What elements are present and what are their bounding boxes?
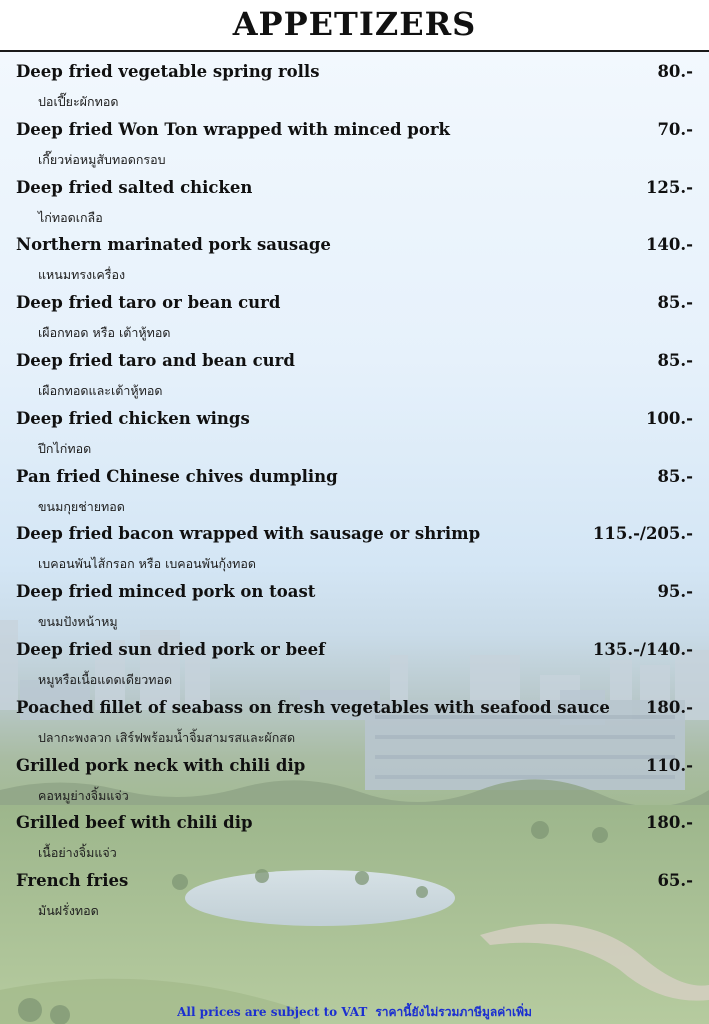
item-price: 100.- xyxy=(645,408,693,428)
item-name: Deep fried minced pork on toast xyxy=(16,582,316,602)
menu-item xyxy=(0,174,709,232)
menu-item xyxy=(0,463,709,521)
vat-notice xyxy=(0,1003,709,1022)
menu-item xyxy=(0,867,709,925)
menu-item xyxy=(0,752,709,810)
item-price: 135.-/140.- xyxy=(592,639,693,659)
item-name: Grilled beef with chili dip xyxy=(16,813,253,833)
menu-item xyxy=(0,694,709,752)
item-thai-name: เกี๊ยวห่อหมูสับทอดกรอบ xyxy=(38,151,166,167)
menu-item xyxy=(0,809,709,867)
vat-notice-thai: ราคานี้ยังไม่รวมภาษีมูลค่าเพิ่ม xyxy=(375,1005,532,1019)
item-price: 125.- xyxy=(645,177,693,197)
item-thai-name: ไก่ทอดเกลือ xyxy=(38,209,103,225)
item-name: Poached fillet of seabass on fresh vegetables with seafood sauce xyxy=(16,697,610,717)
item-price: 85.- xyxy=(657,350,693,370)
item-thai-name: ปีกไก่ทอด xyxy=(38,440,92,456)
item-name: Pan fried Chinese chives dumpling xyxy=(16,466,338,486)
item-name: Deep fried vegetable spring rolls xyxy=(16,62,320,81)
item-price: 180.- xyxy=(645,697,693,717)
menu-item xyxy=(0,578,709,636)
item-name: Deep fried taro and bean curd xyxy=(16,350,295,370)
item-name: Grilled pork neck with chili dip xyxy=(16,755,306,775)
menu-item xyxy=(0,520,709,578)
menu-item xyxy=(0,289,709,347)
header-band xyxy=(0,0,709,52)
item-thai-name: เผือกทอด หรือ เต้าหู้ทอด xyxy=(38,325,171,341)
menu-item xyxy=(0,347,709,405)
item-thai-name: เผือกทอดและเต้าหู้ทอด xyxy=(38,382,163,398)
vat-notice-english: All prices are subject to VAT xyxy=(177,1005,368,1019)
item-name: Deep fried Won Ton wrapped with minced pork xyxy=(16,119,450,139)
item-name: Deep fried taro or bean curd xyxy=(16,293,281,313)
item-thai-name: เบคอนพันไส้กรอก หรือ เบคอนพันกุ้งทอด xyxy=(38,556,257,572)
item-thai-name: หมูหรือเนื้อแดดเดียวทอด xyxy=(38,671,173,687)
menu-item xyxy=(0,58,709,116)
item-thai-name: มันฝรั่งทอด xyxy=(38,903,99,919)
menu-item xyxy=(0,636,709,694)
item-thai-name: ขนมกุยช่ายทอด xyxy=(38,498,125,514)
menu-item xyxy=(0,116,709,174)
item-price: 115.-/205.- xyxy=(592,524,693,544)
menu-item xyxy=(0,231,709,289)
menu-item xyxy=(0,405,709,463)
item-price: 110.- xyxy=(645,755,693,775)
item-thai-name: แหนมทรงเครื่อง xyxy=(38,267,126,283)
item-price: 65.- xyxy=(657,871,693,891)
item-price: 85.- xyxy=(657,293,693,313)
item-name: Northern marinated pork sausage xyxy=(16,235,331,255)
item-price: 80.- xyxy=(657,62,693,81)
item-name: Deep fried bacon wrapped with sausage or shrimp xyxy=(16,524,481,544)
page-title: APPETIZERS xyxy=(232,5,477,43)
menu-list xyxy=(0,58,709,925)
item-thai-name: ปอเปี๊ยะผักทอด xyxy=(38,94,119,109)
item-thai-name: ปลากะพงลวก เสิร์ฟพร้อมน้ำจิ้มสามรสและผักสด xyxy=(38,729,296,745)
item-name: Deep fried chicken wings xyxy=(16,408,250,428)
item-thai-name: เนื้อย่างจิ้มแจ่ว xyxy=(38,845,117,861)
item-thai-name: คอหมูย่างจิ้มแจ่ว xyxy=(38,787,129,803)
item-name: Deep fried sun dried pork or beef xyxy=(16,639,326,659)
item-price: 95.- xyxy=(657,582,693,602)
item-thai-name: ขนมปังหน้าหมู xyxy=(38,614,118,630)
item-name: French fries xyxy=(16,871,129,891)
item-price: 180.- xyxy=(645,813,693,833)
item-price: 140.- xyxy=(645,235,693,255)
item-price: 70.- xyxy=(657,119,693,139)
item-name: Deep fried salted chicken xyxy=(16,177,253,197)
item-price: 85.- xyxy=(657,466,693,486)
